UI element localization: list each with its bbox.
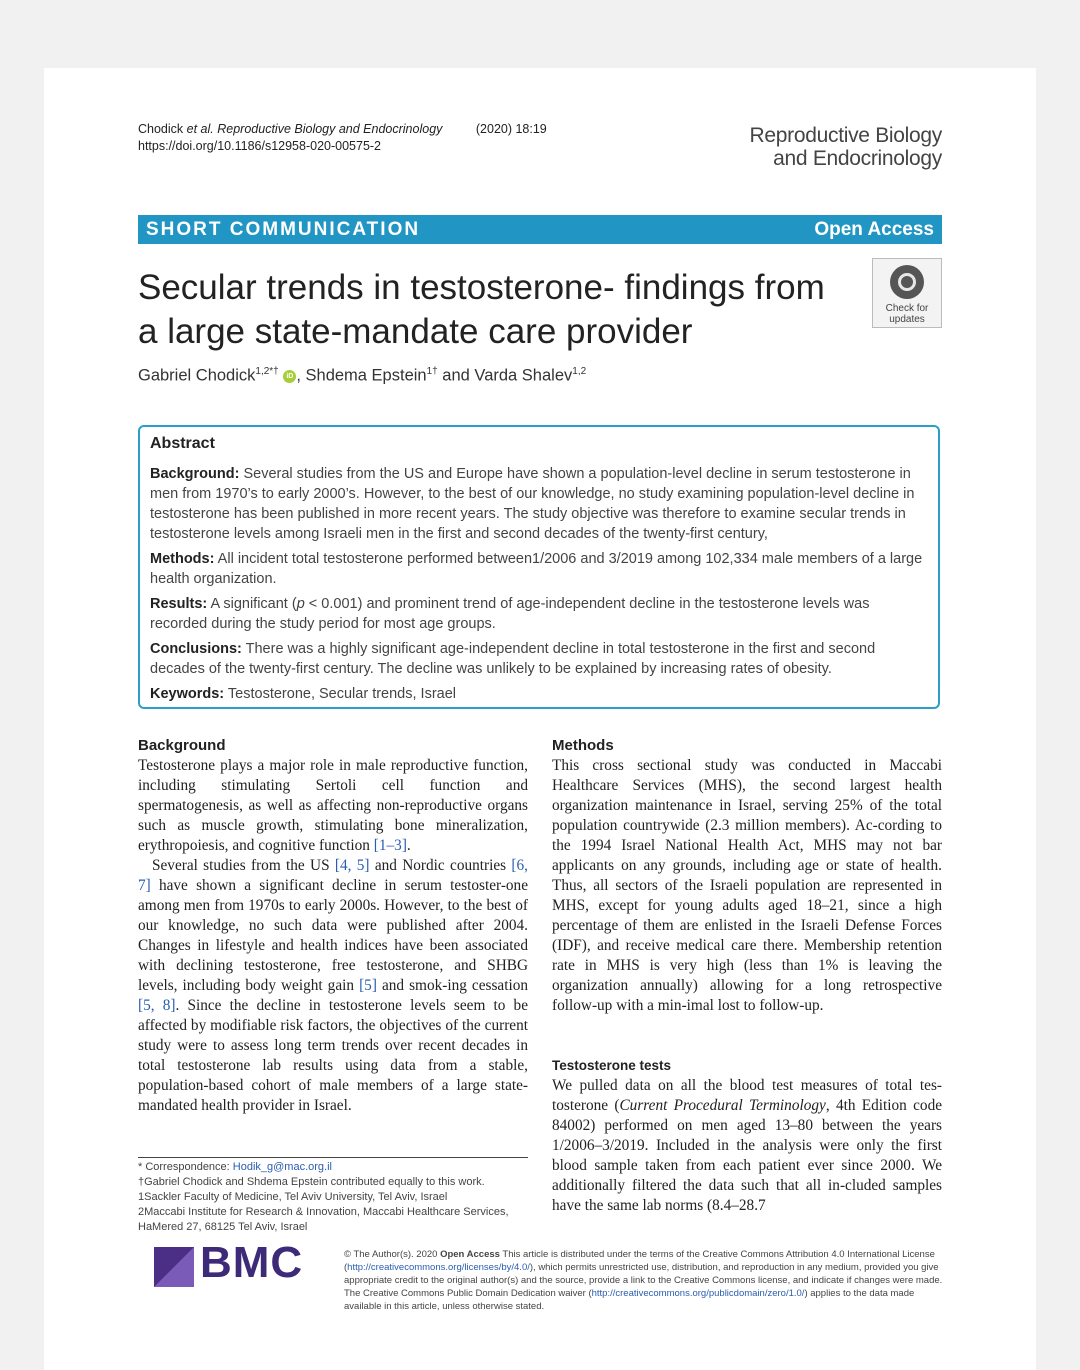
background-heading: Background [138,737,226,754]
abstract-background-label: Background: [150,466,240,482]
methods-section [552,736,942,1216]
abstract-conclusions-text: There was a highly significant age-independent decline in total testosterone in the first and second decades of the twenty-first century. The decline was unlikely to be explained by increasing rates of obesity. [150,641,876,677]
bmc-logo-triangle-icon [154,1247,194,1287]
testosterone-tests-heading: Testosterone tests [552,1058,672,1073]
abstract-methods-text: All incident total testosterone performed between1/2006 and 3/2019 among 102,334 male members of a large health organization. [150,551,923,587]
methods-p2-text-b: , 4th Edition code 84002) performed on men aged 13–80 between the years 1/2006–3/2019. Included in the analysis were only the first blood sample taken from each patient ever since 2000. We additionally filtered the data such that all in-cluded samples have the same lab norms (8.4–28.7 [552,1097,943,1214]
author-2[interactable]: , Shdema Epstein [296,366,427,385]
journal-name-line2: and Endocrinology [773,147,942,170]
abstract-methods-label: Methods: [150,551,215,567]
methods-heading: Methods [552,737,614,754]
abstract-conclusions [150,639,928,679]
license-open-access: Open Access [440,1249,500,1260]
citation-journal: Reproductive Biology and Endocrinology [217,122,443,136]
bg-p2-text-a: Several studies from the US [152,857,335,874]
abstract-results [150,594,928,634]
doi-link[interactable]: https://doi.org/10.1186/s12958-020-00575-2 [138,139,382,153]
abstract-methods [150,549,928,589]
methods-paragraph-1: This cross sectional study was conducted in Maccabi Healthcare Services (MHS), the second largest health organization maintenance in Israel, serving 25% of the total population countrywide (2.3 million members). Ac-cording to the 1994 Israel National Health Act, MHS may not bar applicants on any grounds, including age or state of health. Thus, all sectors of the Israeli population are represented in MHS, except for young adults aged 18–21, since a high percentage of them are enlisted in the Israeli Defense Forces (IDF), and receive medical care there. Membership retention rate in MHS is very high (less than 1% is leaving the organization annually) allowing for a long retrospective follow-up with a min-imal lost to follow-up. [552,757,942,1014]
author-3[interactable]: and Varda Shalev [437,366,573,385]
methods-paragraph-2 [552,1076,942,1216]
license-url-link[interactable]: http://creativecommons.org/licenses/by/4.0/ [347,1262,530,1273]
abstract-heading: Abstract [150,435,215,452]
author-1[interactable]: Gabriel Chodick [138,366,256,385]
citation-etal: et al. [186,122,214,136]
abstract-background [150,464,928,544]
journal-name [750,124,942,170]
bg-p2-text-c: have shown a significant decline in serum testoster-one among men from 1970s to early 2000s. However, to the best of our knowledge, no such data were published after 2004. Changes in lifestyle and health indices have been associated with declining testosterone, free testosterone, and SHBG levels, including body weight gain [138,877,528,994]
citation-link[interactable]: [4, 5] [334,857,370,874]
abstract-results-text-b: < 0.001) and prominent trend of age-independent decline in the testosterone levels was recorded during the study period for most age groups. [150,596,870,632]
citation-link[interactable]: [5] [359,977,377,994]
correspondence-label: * Correspondence: [138,1161,233,1173]
license-text-b: This article is distributed under the terms of the Creative Commons Attribution 4.0 International License ( [344,1249,935,1273]
methods-p2-text-a: We pulled data on all the blood test measures of total tes-tosterone ( [552,1077,942,1114]
background-section [138,736,528,1116]
footnote-1: †Gabriel Chodick and Shdema Epstein contributed equally to this work. [138,1176,485,1188]
bg-p2-text-d: and smok-ing cessation [376,977,528,994]
abstract-box [138,425,940,709]
bg-p2-text-e: . Since the decline in testosterone levels seem to be affected by modifiable risk factors, the objectives of the current study were to assess long term trends over recent decades in total testosterone lab results using data from a stable, population-based cohort of male members of a large state-mandated health provider in Israel. [138,997,528,1114]
author-list [138,366,586,386]
background-paragraph-1 [138,756,528,856]
background-paragraph-2 [138,856,528,1116]
license-text [344,1248,944,1313]
footnotes [138,1160,530,1235]
citation-volume: (2020) 18:19 [475,122,547,136]
update-icon [890,265,924,299]
license-copyright: © The Author(s). 2020 [344,1249,441,1260]
footnote-2: 1Sackler Faculty of Medicine, Tel Aviv University, Tel Aviv, Israel [138,1191,448,1203]
abstract-conclusions-label: Conclusions: [150,641,242,657]
journal-name-line1: Reproductive Biology [749,124,942,147]
open-access-label: Open Access [814,219,934,240]
abstract-background-text: Several studies from the US and Europe have shown a population-level decline in serum testosterone in men from 1970’s to early 2000’s. However, to the best of our knowledge, no study examining population-level decline in testosterone has been published in more recent years. The study objective was therefore to examine secular trends in testosterone levels among Israeli men in the first and second decades of the twenty-first century, [150,466,915,542]
bg-p1-end: . [406,837,411,854]
author-3-affil: 1,2 [572,366,587,377]
bg-p2-text-b: and Nordic countries [369,857,512,874]
correspondence-email-link[interactable]: Hodik_g@mac.org.il [232,1161,332,1173]
correspondence [138,1160,530,1175]
citation-authors: Chodick [138,122,184,136]
footnote-divider [138,1157,528,1158]
badge-line1: Check for [885,303,929,314]
abstract-keywords-text: Testosterone, Secular trends, Israel [227,686,457,702]
article-type: SHORT COMMUNICATION [146,219,421,240]
public-domain-url-link[interactable]: http://creativecommons.org/publicdomain/zero/1.0/ [591,1288,805,1299]
author-2-affil: 1† [426,366,438,377]
orcid-icon[interactable]: iD [283,370,296,383]
article-title: Secular trends in testosterone- findings from a large state-mandate care provider [138,268,825,351]
article-page [44,68,1036,1370]
license-text-d: ) applies to the data made available in this article, unless otherwise stated. [344,1288,915,1312]
abstract-results-p: p [296,596,305,612]
methods-p2-italic: Current Procedural Terminology [619,1097,826,1114]
license-text-c: ), which permits unrestricted use, distribution, and reproduction in any medium, provided you give appropriate credit to the original author(s) and the source, provide a link to the Creative Commons license, and indicate if changes were made. The Creative Commons Public Domain Dedication waiver ( [344,1262,943,1299]
footnote-3: 2Maccabi Institute for Research & Innovation, Maccabi Healthcare Services, HaMered 27, 68125 Tel Aviv, Israel [138,1206,509,1233]
article-type-banner [138,215,942,244]
check-for-updates-badge[interactable] [872,258,942,328]
bg-p1-text: Testosterone plays a major role in male reproductive function, including stimulating Sertoli cell function and spermatogenesis, as well as affecting non-reproductive organs such as muscle growth, stimulating bone mineralization, erythropoiesis, and cognitive function [138,757,528,854]
citation-link[interactable]: [5, 8] [138,997,176,1014]
abstract-results-label: Results: [150,596,208,612]
abstract-results-text-a: A significant ( [210,596,297,612]
citation-link[interactable]: [1–3] [373,837,407,854]
citation-header [138,121,547,155]
badge-line2: updates [889,314,925,325]
abstract-keywords [150,684,928,704]
author-1-affil: 1,2*† [255,366,279,377]
bmc-logo-text: BMC [200,1238,304,1287]
citation-link[interactable]: [6, 7] [138,857,528,894]
abstract-keywords-label: Keywords: [150,686,225,702]
